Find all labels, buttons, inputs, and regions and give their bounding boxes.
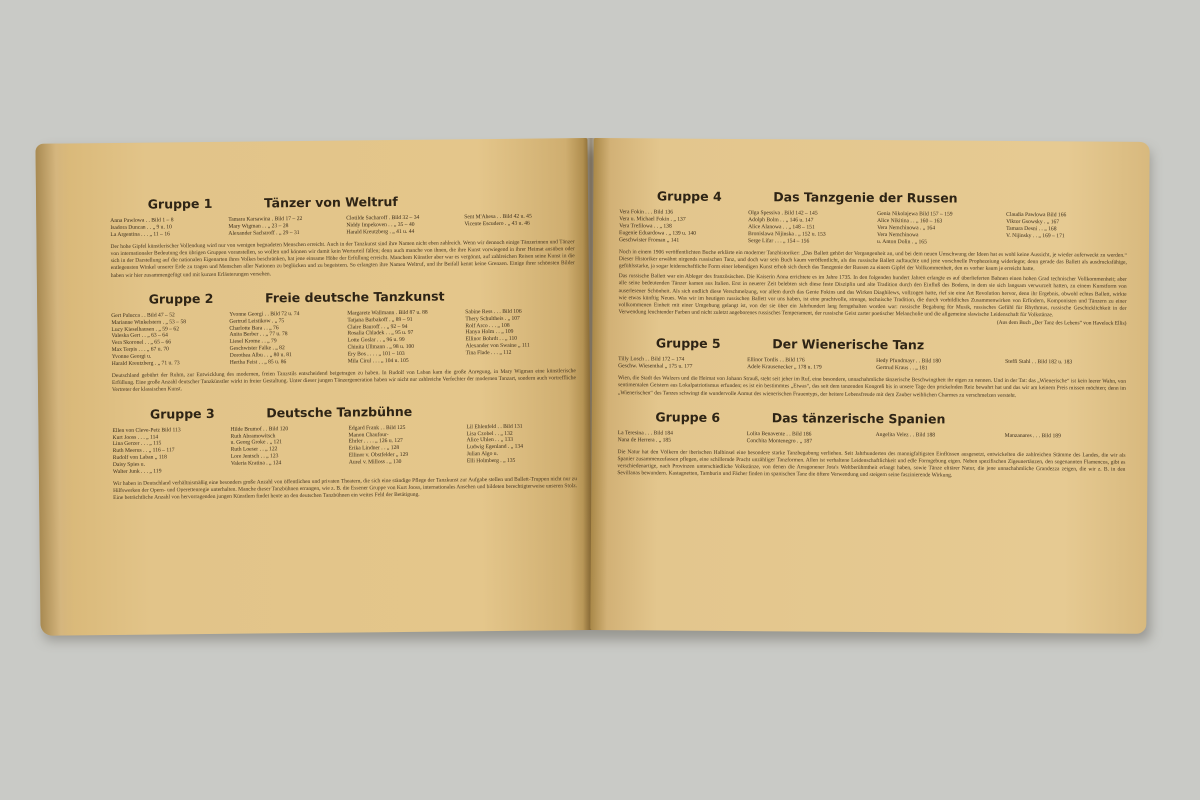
list-item: Lina Gerzer . . . „ 115 (112, 440, 162, 448)
list-item: Steffi Stahl . . Bild 182 u. 183 (1005, 359, 1073, 366)
list-item: Olga Spessiva . Bild 142 ‒ 145 (748, 210, 818, 217)
group-5-heading (618, 336, 1126, 355)
list-item: Tina Flade . . . „ 112 (465, 349, 512, 357)
list-item: Adele Krausenecker „ 178 u. 179 (747, 364, 822, 371)
list-item: Ellen von Cleve-Petz Bild 113 (112, 426, 181, 434)
list-column (1006, 212, 1127, 247)
group-6-heading (618, 409, 1126, 428)
group-1-list (110, 213, 574, 239)
list-column (110, 217, 220, 239)
group-label: Gruppe 1 (147, 195, 213, 212)
list-item: La Argentina . . . „ 11 ‒ 16 (110, 231, 170, 238)
group-title: Tänzer von Weltruf (264, 194, 398, 211)
list-item: Charlotte Bara . . „ 76 (229, 324, 279, 332)
group-label: Gruppe 2 (148, 290, 214, 307)
list-column (747, 357, 868, 372)
list-column (748, 210, 869, 245)
list-item: Genia Nikolajewa Bild 157 ‒ 159 (877, 210, 953, 218)
list-column (229, 310, 340, 366)
group-4-text: Noch in einem 1906 veröffentlichten Buche erklärte ein moderner Tanzhistoriker: „Das Ballett gehört der Vergangenheit an, und bei dem neuen Umschwung der Ideen hat es wohl keine Aussicht, je wieder auferweckt zu werden.“ Dieser Historiker erwähnt nirgends russischen Tanz, und doch war sein Buch kaum veröffentlicht, als das russische Ballett auftauchte und jene vorschnelle Prophezeiung widerlegte; denn gerade das Ballett als ausdrucksfähige, gefühlsstarke, ja sogar leidenschaftliche Form einer lebendigen Kunst erhob sich durch das Tanzgenie der Russen zu einem Gipfel der Vollkommenheit, den es vorher kaum je erreicht hatte. (618, 248, 1127, 273)
list-item: Margarete Wallmann . Bild 87 u. 88 (347, 309, 428, 317)
list-item: Tamara Desni . . „ 168 (1006, 225, 1057, 233)
list-item: Harald Kreutzberg . „ 71 u. 73 (111, 360, 180, 368)
group-label: Gruppe 3 (149, 405, 215, 422)
list-item: Conchita Montenegro . „ 187 (746, 437, 813, 445)
list-item: Hedy Pfundmayr . . Bild 180 (876, 358, 941, 365)
list-item: Alice Alanowa . . „ 148 ‒ 151 (748, 223, 815, 231)
list-column (877, 211, 998, 246)
group-4-text-2: Das russische Ballett war ein Ableger des französischen. Die Kaiserin Anna errichtete es im Jahre 1735. In den folgenden hundert Jahren erlangte es auf überlieferten Bahnen einen hohen Grad technischer Vollkommenheit; aber alle seine bedeutenden Tänzer kamen aus Italien. Erst in neuerer Zeit belebten sich diese feste Disziplin und alte Tradition durch den Einfluß des Bodens, in dem sie sich langsam verwurzelt hatten, zu einem Kunstform von auserlesener Schönheit. Als sich endlich diese Verschmelzung, vor allem durch das Genie Fokins und das Wirken Diaghilews, vollzogen hatte, rief sie eine Art Revolution hervor, denn ihr Ergebnis, obwohl echtes Ballett, wirkte wie etwas künftig Neues. Was wir im heutigen russischen Ballett vor uns haben, ist eine prachtvolle, strenge, technische Tradition, die durch vorbildliches Zusammenwirken von Erfindern, Komponisten und Tänzern zu einer vollkommenen Einheit mit einer Umgebung gelangt ist, von der sie über ein Jahrhundert lang ferngehalten worden war: russische Begabung für Musik, russisches Gefühl für Rhythmus, russische Geschicklichkeit in der Verwendung leuchtender Farben und nicht zuletzt angeborenes russisches Temperament, der russische Geist zarter poetischer Melancholie und die allgemeine slawische Leidenschaft für Volkstänze. (618, 273, 1127, 319)
group-3-list (112, 423, 576, 476)
left-page (35, 138, 592, 636)
list-item: Valeria Kratina . „ 124 (230, 460, 282, 467)
list-column (111, 312, 222, 368)
list-column (466, 423, 577, 472)
list-item: Anna Pawlowa . . Bild 1 ‒ 8 (110, 217, 174, 225)
list-item: Ruth Abramowitsch (230, 432, 276, 440)
list-item: La Teresina . . . Bild 184 (617, 429, 673, 437)
list-item: Harald Kreutzberg . „ 41 u. 44 (346, 228, 415, 236)
list-item: Alice Uhlen . . „ 133 (466, 437, 514, 444)
group-4-list (619, 209, 1127, 247)
list-item: Walter Junk . . . „ 119 (112, 468, 162, 476)
list-item: Valeska Gert . . „ 63 ‒ 64 (111, 332, 168, 340)
list-item: Tatjana Barbakoff . „ 89 ‒ 91 (347, 316, 413, 324)
list-item: Vera Nemchinowa (877, 231, 919, 238)
open-book (38, 138, 1148, 630)
right-page-content (590, 138, 1149, 634)
list-item: Elli Holmberg . „ 135 (466, 457, 516, 465)
list-item: Alexander Sacharoff . „ 29 ‒ 31 (228, 229, 300, 237)
list-item: Bronislawa Nijinska . „ 152 u. 153 (748, 230, 826, 238)
list-item: Manzanares . . . Bild 189 (1004, 432, 1061, 440)
list-item: Daisy Spies u. (112, 461, 146, 469)
group-3-text: Wir haben in Deutschland verhältnismäßig eine besonders große Anzahl von öffentlichen und privaten Theatern, die sich eine ständige Pflege der Tanzkunst zur Aufgabe stellen und Ballett-Truppen nicht nur zu Hilfswerken der Opern- und Operettenregie unterhalten. Manche dieser Tanzbühnen errangen, wie z. B. die Essener Gruppe von Kurt Jooss, internationales Ansehen und bildeten berechtigterweise unseren Stolz. Eine beträchtliche Anzahl von hervorragenden jungen Künstlern findet heute an den deutschen Tanzbühnen ein weites Feld der Betätigung. (112, 476, 578, 502)
list-item: Clotilde Sacharoff . Bild 32 ‒ 34 (346, 214, 420, 222)
list-item: Claire Bauroff . . „ 92 ‒ 94 (347, 323, 408, 331)
list-column (464, 213, 574, 235)
list-column (112, 426, 223, 475)
list-item: Lisa Czobel . . „ 132 (466, 430, 513, 437)
list-column (747, 431, 868, 446)
list-item: Rudolf von Laban „ 118 (112, 454, 167, 462)
list-column (465, 308, 576, 364)
list-item: Hertha Feist . . „ 85 u. 86 (229, 359, 287, 366)
group-3-heading (112, 402, 576, 422)
list-item: Vera Fokin . . . Bild 136 (619, 209, 674, 216)
list-column (618, 357, 739, 372)
list-item: Ehrler . . . . „ 126 u. 127 (348, 438, 403, 445)
list-item: Sent M'Ahesa . . Bild 42 u. 45 (464, 213, 532, 221)
group-label: Gruppe 5 (655, 335, 721, 352)
group-label: Gruppe 4 (656, 188, 722, 204)
list-item: u. Georg Groke . „ 121 (230, 439, 282, 447)
list-item: Gertrud Leistikow . „ 75 (229, 317, 285, 325)
group-6-list (618, 430, 1126, 447)
list-column (348, 424, 459, 473)
list-column (1005, 433, 1126, 448)
group-1-text: Der hohe Gipfel künstlerischer Vollendung wird nur von wenigen begnadeten Menschen erreicht. Auch in der Tanzkunst sind ihre Namen nicht eben zahlreich. Wenn wir dennoch einige Tänzerinnen und Tänzer von internationaler Bedeutung den übrigen Gruppen voranstellen, so wollen und können wir damit kein Werturteil fällen; denn auch manche von ihnen, die ihre Kunst vorwiegend in ihrer Heimat ausüben oder sich in der Darstellung auf die nationalen Eigenarten ihres Volkes beschränken, hat jene einsame Höhe der Erfüllung erreicht. Manchem Künstler aber war es vergönnt, auf zahlreichen Reisen seine Kunst in die entlegensten Winkel unserer Erde zu tragen und Menschen aller Nationen zu beglücken und zu begeistern. So erlangten ihre Namen Weltruf, und ihr Beifall kennt keine Grenzen. Einige ihrer schönsten Bilder haben wir hier zusammengefügt und mit kurzen Erläuterungen versehen. (110, 238, 575, 279)
group-label: Gruppe 6 (655, 409, 721, 425)
list-column (876, 432, 997, 447)
list-item: Ellinor Bohrdt . . „ 110 (465, 336, 518, 343)
group-1-heading (110, 192, 574, 212)
list-item: Vera Nemchinowa . „ 164 (877, 224, 936, 232)
list-item: Julian Algo u. (466, 451, 498, 458)
list-item: Angelita Velez . . Bild 188 (875, 431, 936, 439)
list-item: Ruth Loeser . . „ 122 (230, 446, 278, 454)
list-item: Serge Lifar . . . „ 154 ‒ 156 (747, 237, 810, 245)
list-item: Tilly Losch . . Bild 172 ‒ 174 (618, 356, 685, 364)
list-item: Sabine Ress . . . Bild 106 (465, 308, 522, 316)
list-item: Vicente Escudero . „ 43 u. 46 (464, 220, 530, 228)
list-column (618, 430, 739, 445)
list-column (619, 209, 740, 244)
group-title: Das tänzerische Spanien (771, 410, 946, 427)
group-2-text: Deutschland gebührt der Ruhm, zur Entwicklung des modernen, freien Tanzstils entscheidend beigetragen zu haben. In Rudolf von Laban kam die große Anregung, in Mary Wigman eine künstlerische Erfüllung. Eine große Anzahl deutscher Tanzkünstler wirkt in freier Gestaltung. Unter dieser jungen Tänzergeneration haben wir nicht nur zahlreiche Verfechter der modernen Tanzart, sondern auch vortreffliche Vertreter der klassischen Kunst. (111, 368, 576, 394)
list-item: Lolita Benavente . . Bild 186 (746, 430, 812, 438)
list-item: Isadora Duncan . . „ 9 u. 10 (110, 224, 172, 231)
list-item: Vera u. Michael Fokin . „ 137 (619, 216, 686, 223)
list-column (230, 425, 341, 474)
list-item: Lucy Kieselhausen . „ 59 ‒ 62 (111, 325, 180, 333)
left-page-content (35, 138, 592, 636)
list-item: Niddy Impekoven . . „ 35 ‒ 40 (346, 221, 415, 229)
list-item: Adolph Bolm . . „ 146 u. 147 (748, 216, 814, 224)
list-item: Geschw. Wiesenthal „ 175 u. 177 (618, 363, 693, 370)
list-item: u. Anton Dolin . „ 165 (876, 238, 927, 245)
list-item: Viktor Gsowsky . „ 167 (1006, 218, 1060, 226)
list-column (876, 358, 997, 373)
list-item: Manon Chaufour- (348, 431, 389, 439)
list-item: Ruth Meerus . . „ 116 ‒ 117 (112, 447, 175, 455)
list-item: Max Terpis . . . „ 67 u. 70 (111, 346, 169, 354)
quote-credit: (Aus dem Buch „Der Tanz des Lebens“ von Havelock Ellis) (996, 320, 1127, 328)
list-item: Dorothea Albu . . „ 80 u. 81 (229, 352, 292, 359)
list-item: Marianne Winkelstern . „ 53 ‒ 58 (111, 318, 187, 326)
list-item: Hanya Holm . . „ 109 (465, 329, 514, 336)
list-column (228, 216, 338, 238)
list-item: Alice Nikitina . . „ 160 ‒ 163 (877, 217, 943, 225)
list-item: Kurt Jooss . . . „ 114 (112, 434, 159, 441)
list-item: Rolf Arco . . . „ 108 (465, 322, 510, 329)
list-item: Lore Jentsch . . „ 123 (230, 453, 279, 460)
list-item: Ludwig Egenland . „ 134 (466, 444, 524, 451)
list-item: Vera Skoronel . . „ 65 ‒ 66 (111, 339, 172, 347)
list-item: Geschwister Falke . „ 82 (229, 345, 285, 353)
group-5-list (618, 357, 1126, 374)
list-item: Vera Trefilowa . . „ 138 (619, 222, 672, 230)
group-title: Freie deutsche Tanzkunst (264, 288, 445, 306)
group-6-text: Die Natur hat den Völkern der iberischen Halbinsel eine besondere starke Tanzbegabung verliehen. Seit Jahrhunderten des mannigfaltigsten Einflüssen ausgesetzt, entwickelten die zahlreichen Stämme des Landes, die wir als Spanier zusammenzufassen pflegen, eine schillernde Pracht unzähliger Tanzformen. Allen ist verhaltene Leidenschaftlichkeit und edle Formgebung eigen. Neben spezifischen Zigeunertänzen, den sogenannten Flamencos, gibt es verschiedenartige, nach Provinzen unterschiedliche Volkstänze, von denen die Arragonener Jota's Weltberühmtheit erlangt haben, sowie Tänze elitärer Natur, die jene unnachahmliche Grandezza zeigen, die wir z. B. in den Sevillanas bewundern. Kastagnetten, Tamburin und Fächer finden im spanischen Tanz die öftere Verwendung und steigern seine faszinierende Wirkung. (617, 448, 1126, 479)
group-title: Das Tanzgenie der Russen (773, 189, 958, 206)
group-2-heading (111, 287, 575, 307)
list-item: Lil Ehlenfeld . . Bild 131 (466, 423, 523, 430)
list-item: Claudia Pawlowa Bild 166 (1006, 211, 1067, 219)
group-2-list (111, 308, 576, 368)
list-item: Ery Bos . . . . „ 101 ‒ 103 (347, 351, 405, 358)
group-title: Der Wienerische Tanz (772, 336, 925, 353)
list-item: V. Nijinsky . . „ 169 ‒ 171 (1006, 232, 1065, 240)
list-item: Erika Lindner . . „ 128 (348, 445, 400, 452)
group-4-heading (619, 188, 1127, 207)
list-item: Liesel Krome . . „ 79 (229, 338, 277, 346)
list-item: Rosalia Chladek . . „ 95 u. 97 (347, 330, 414, 337)
list-item: Hilde Brumof . . Bild 120 (230, 425, 289, 433)
right-page (590, 138, 1149, 634)
list-item: Yvonne Georgi u. (111, 353, 152, 361)
list-item: Tamara Karsawina . Bild 17 ‒ 22 (228, 216, 303, 223)
list-item: Gert Palucca . . Bild 47 ‒ 52 (111, 312, 175, 319)
list-item: Edgard Frank . . Bild 125 (348, 424, 406, 432)
list-column (347, 309, 458, 365)
list-item: Mila Cirul . . . „ 104 u. 105 (347, 357, 409, 365)
list-column (346, 214, 456, 236)
list-item: Mary Wigman . . „ 23 ‒ 28 (228, 223, 289, 230)
list-item: Alexander von Swaine „ 111 (465, 342, 530, 350)
group-title: Deutsche Tanzbühne (266, 403, 413, 420)
group-5-text: Wien, die Stadt des Walzers und die Heimat von Johann Strauß, steht seit jeher im Ruf, eine besondere, unnachahmliche tänzerische Beschwingtheit ihr eigen zu nennen. Und in der Tat: das „Wienerische“ ist kein leerer Wahn, von sentimentalen Geistern aus Lokalpatriotismus erfunden; es ist ein bestimmtes „Etwas“, das seit dem tanzenden Kongreß bis in unsere Tage den prickelnden Reiz bewahrt hat und das wir am keinem Preis missen möchten; denn im „Wienerischen“ des Tanzes schwingt die wundervolle Anmut des wienerischen Frauentyps, der heitere Lebensfreude mit dem Zauber weiblichen Charmes zu verschmelzen versteht. (617, 375, 1127, 399)
list-item: Nana de Herrera . „ 185 (617, 436, 672, 444)
list-column (1005, 359, 1126, 374)
list-item: Geschwister Froman „ 141 (618, 236, 680, 244)
list-item: Yvonne Georgi . . Bild 72 u. 74 (229, 310, 300, 318)
list-item: Gertrud Kraus . . „ 181 (876, 365, 928, 372)
list-item: Aurel v. Milloss . „ 130 (348, 459, 402, 466)
list-item: Chinita Ullmann . „ 98 u. 100 (347, 344, 415, 351)
list-item: Eugenie Eduardowa . „ 139 u. 140 (619, 229, 697, 237)
list-item: Ellinor Tordis . . Bild 176 (747, 357, 805, 364)
list-item: Anita Berber . . „ 77 u. 78 (229, 331, 288, 339)
list-item: Lotte Goslar . . „ 96 u. 99 (347, 337, 405, 344)
list-item: Ellinor v. Obstfelder „ 129 (348, 452, 409, 459)
list-item: Thery Schultheis . „ 107 (465, 315, 520, 322)
